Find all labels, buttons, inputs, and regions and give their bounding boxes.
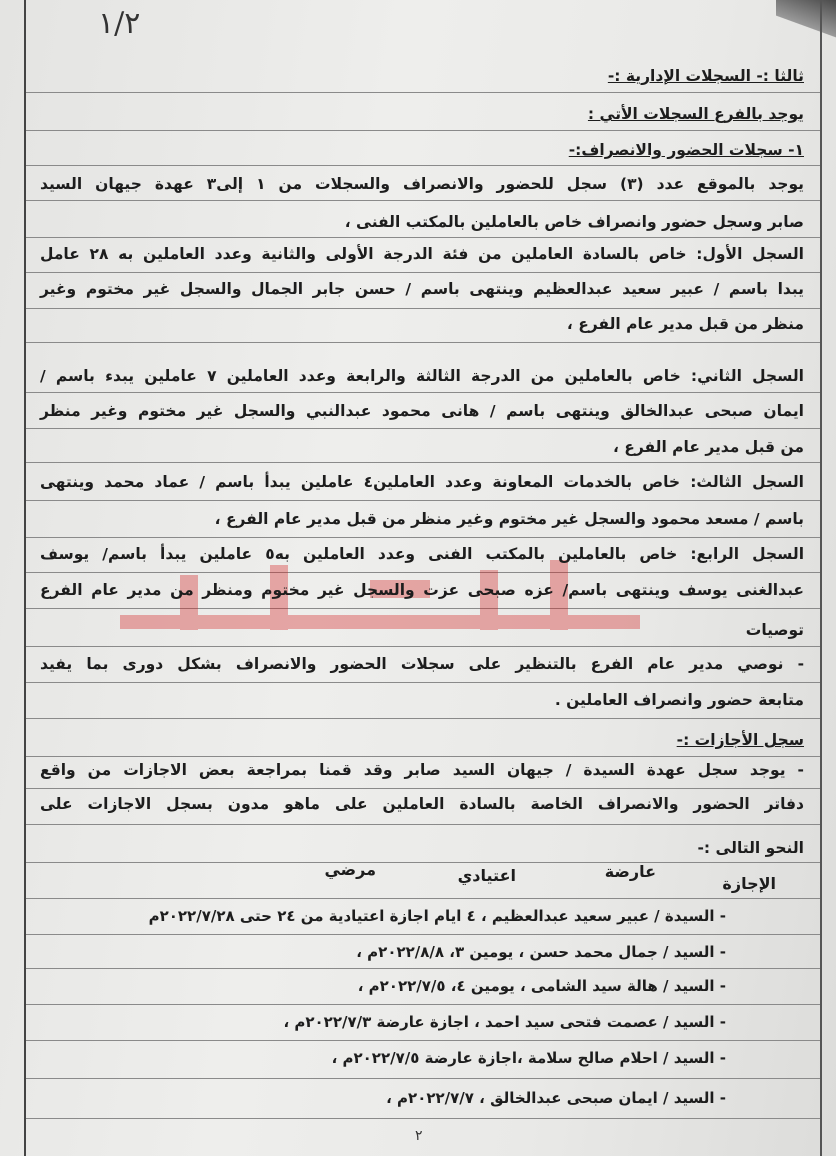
ruled-line <box>26 237 820 238</box>
text-line: - يوجد سجل عهدة السيدة / جيهان السيد صابر وقد قمنا بمراجعة بعض الاجازات من واقع <box>40 761 804 779</box>
leave-entry: - السيد / جمال محمد حسن ، يومين ٣، ٢٠٢٢/٨/٨م ، <box>356 943 726 961</box>
ruled-line <box>26 308 820 309</box>
text-line: ايمان صبحى عبدالخالق وينتهى باسم / هانى محمود عبدالنبي والسجل غير مختوم وغير منظر <box>40 402 804 420</box>
ruled-line <box>26 1118 820 1119</box>
text-line: السجل الرابع: خاص بالعاملين بالمكتب الفنى وعدد العاملين به٥ عاملين يبدأ باسم/ يوسف <box>40 545 805 563</box>
leave-header-sick: مرضي <box>324 860 376 879</box>
ruled-line <box>26 1004 820 1005</box>
text-line: السجل الأول: خاص بالسادة العاملين من فئة الدرجة الأولى والثانية وعدد العاملين به ٢٨ عامل <box>40 245 804 263</box>
ruled-line <box>26 718 820 719</box>
section-heading: ١- سجلات الحضور والانصراف:- <box>568 141 804 159</box>
left-margin-line <box>24 0 26 1156</box>
right-margin-line <box>820 0 822 1156</box>
text-line: صابر وسجل حضور وانصراف خاص بالعاملين بالمكتب الفنى ، <box>344 213 804 231</box>
ruled-line <box>26 1040 820 1041</box>
text-line: باسم / مسعد محمود والسجل غير مختوم وغير منظر من قبل مدير عام الفرع ، <box>214 510 804 528</box>
leave-entry: - السيد / احلام صالح سلامة ،اجازة عارضة ٢٠٢٢/٧/٥م ، <box>331 1049 726 1067</box>
ruled-line <box>26 92 820 93</box>
section-heading: يوجد بالفرع السجلات الأتي : <box>587 105 804 123</box>
ruled-line <box>26 392 820 393</box>
ruled-line <box>26 537 820 538</box>
leave-entry: - السيدة / عبير سعيد عبدالعظيم ، ٤ ايام اجازة اعتيادية من ٢٤ حتى ٢٠٢٢/٧/٢٨م <box>148 907 726 925</box>
ruled-line <box>26 272 820 273</box>
ruled-line <box>26 862 820 863</box>
text-line: دفاتر الحضور والانصراف الخاصة بالسادة العاملين على ماهو مدون بسجل الاجازات على <box>40 795 804 813</box>
leave-entry: - السيد / عصمت فتحى سيد احمد ، اجازة عارضة ٢٠٢٢/٧/٣م ، <box>283 1013 726 1031</box>
text-line: توصيات <box>745 621 804 639</box>
text-line: السجل الثاني: خاص بالعاملين من الدرجة الثالثة والرابعة وعدد العاملين ٧ عاملين يبدء باسم / <box>40 367 804 385</box>
ruled-line <box>26 788 820 789</box>
leave-header-casual: عارضة <box>604 862 656 881</box>
leave-header-regular: اعتيادي <box>457 866 516 885</box>
text-line: السجل الثالث: خاص بالخدمات المعاونة وعدد العاملين٤ عاملين يبدأ باسم / عماد محمد وينتهى <box>40 473 804 491</box>
page-corner-shadow <box>776 0 836 40</box>
ruled-line <box>26 824 820 825</box>
text-line: عبدالغنى يوسف وينتهى باسم/ عزه صبحى عزت والسجل غير مختوم ومنظر من مدير عام الفرع <box>40 581 804 599</box>
ruled-line <box>26 500 820 501</box>
ruled-line <box>26 342 820 343</box>
page-number: ٢ <box>415 1128 423 1144</box>
ruled-line <box>26 682 820 683</box>
section-heading: سجل الأجازات :- <box>676 731 804 749</box>
ruled-line <box>26 898 820 899</box>
ruled-line <box>26 165 820 166</box>
text-line: متابعة حضور وانصراف العاملين . <box>554 691 804 709</box>
text-line: من قبل مدير عام الفرع ، <box>612 438 804 456</box>
text-line: يبدا باسم / عبير سعيد عبدالعظيم وينتهى باسم / حسن جابر الجمال والسجل غير مختوم وغير <box>40 280 804 298</box>
ruled-line <box>26 200 820 201</box>
leave-entry: - السيد / ايمان صبحى عبدالخالق ، ٢٠٢٢/٧/٧م ، <box>386 1089 726 1107</box>
text-line: يوجد بالموقع عدد (٣) سجل للحضور والانصراف والسجلات من ١ إلى٣ عهدة جيهان السيد <box>40 175 804 193</box>
ruled-line <box>26 934 820 935</box>
ruled-line <box>26 756 820 757</box>
text-line: النحو التالى :- <box>697 839 804 857</box>
ruled-line <box>26 1078 820 1079</box>
section-heading: ثالثا :- السجلات الإدارية :- <box>607 67 804 85</box>
text-line: - نوصي مدير عام الفرع بالتنظير على سجلات الحضور والانصراف بشكل دورى بما يفيد <box>40 655 804 673</box>
ruled-line <box>26 428 820 429</box>
ruled-line <box>26 130 820 131</box>
ruled-line <box>26 462 820 463</box>
leave-header-type: الإجازة <box>722 874 776 893</box>
leave-entry: - السيد / هالة سيد الشامى ، يومين ٤، ٢٠٢٢/٧/٥م ، <box>357 977 726 995</box>
text-line: منظر من قبل مدير عام الفرع ، <box>566 315 804 333</box>
ruled-line <box>26 968 820 969</box>
handwritten-page-mark: ١/٢ <box>98 6 141 41</box>
